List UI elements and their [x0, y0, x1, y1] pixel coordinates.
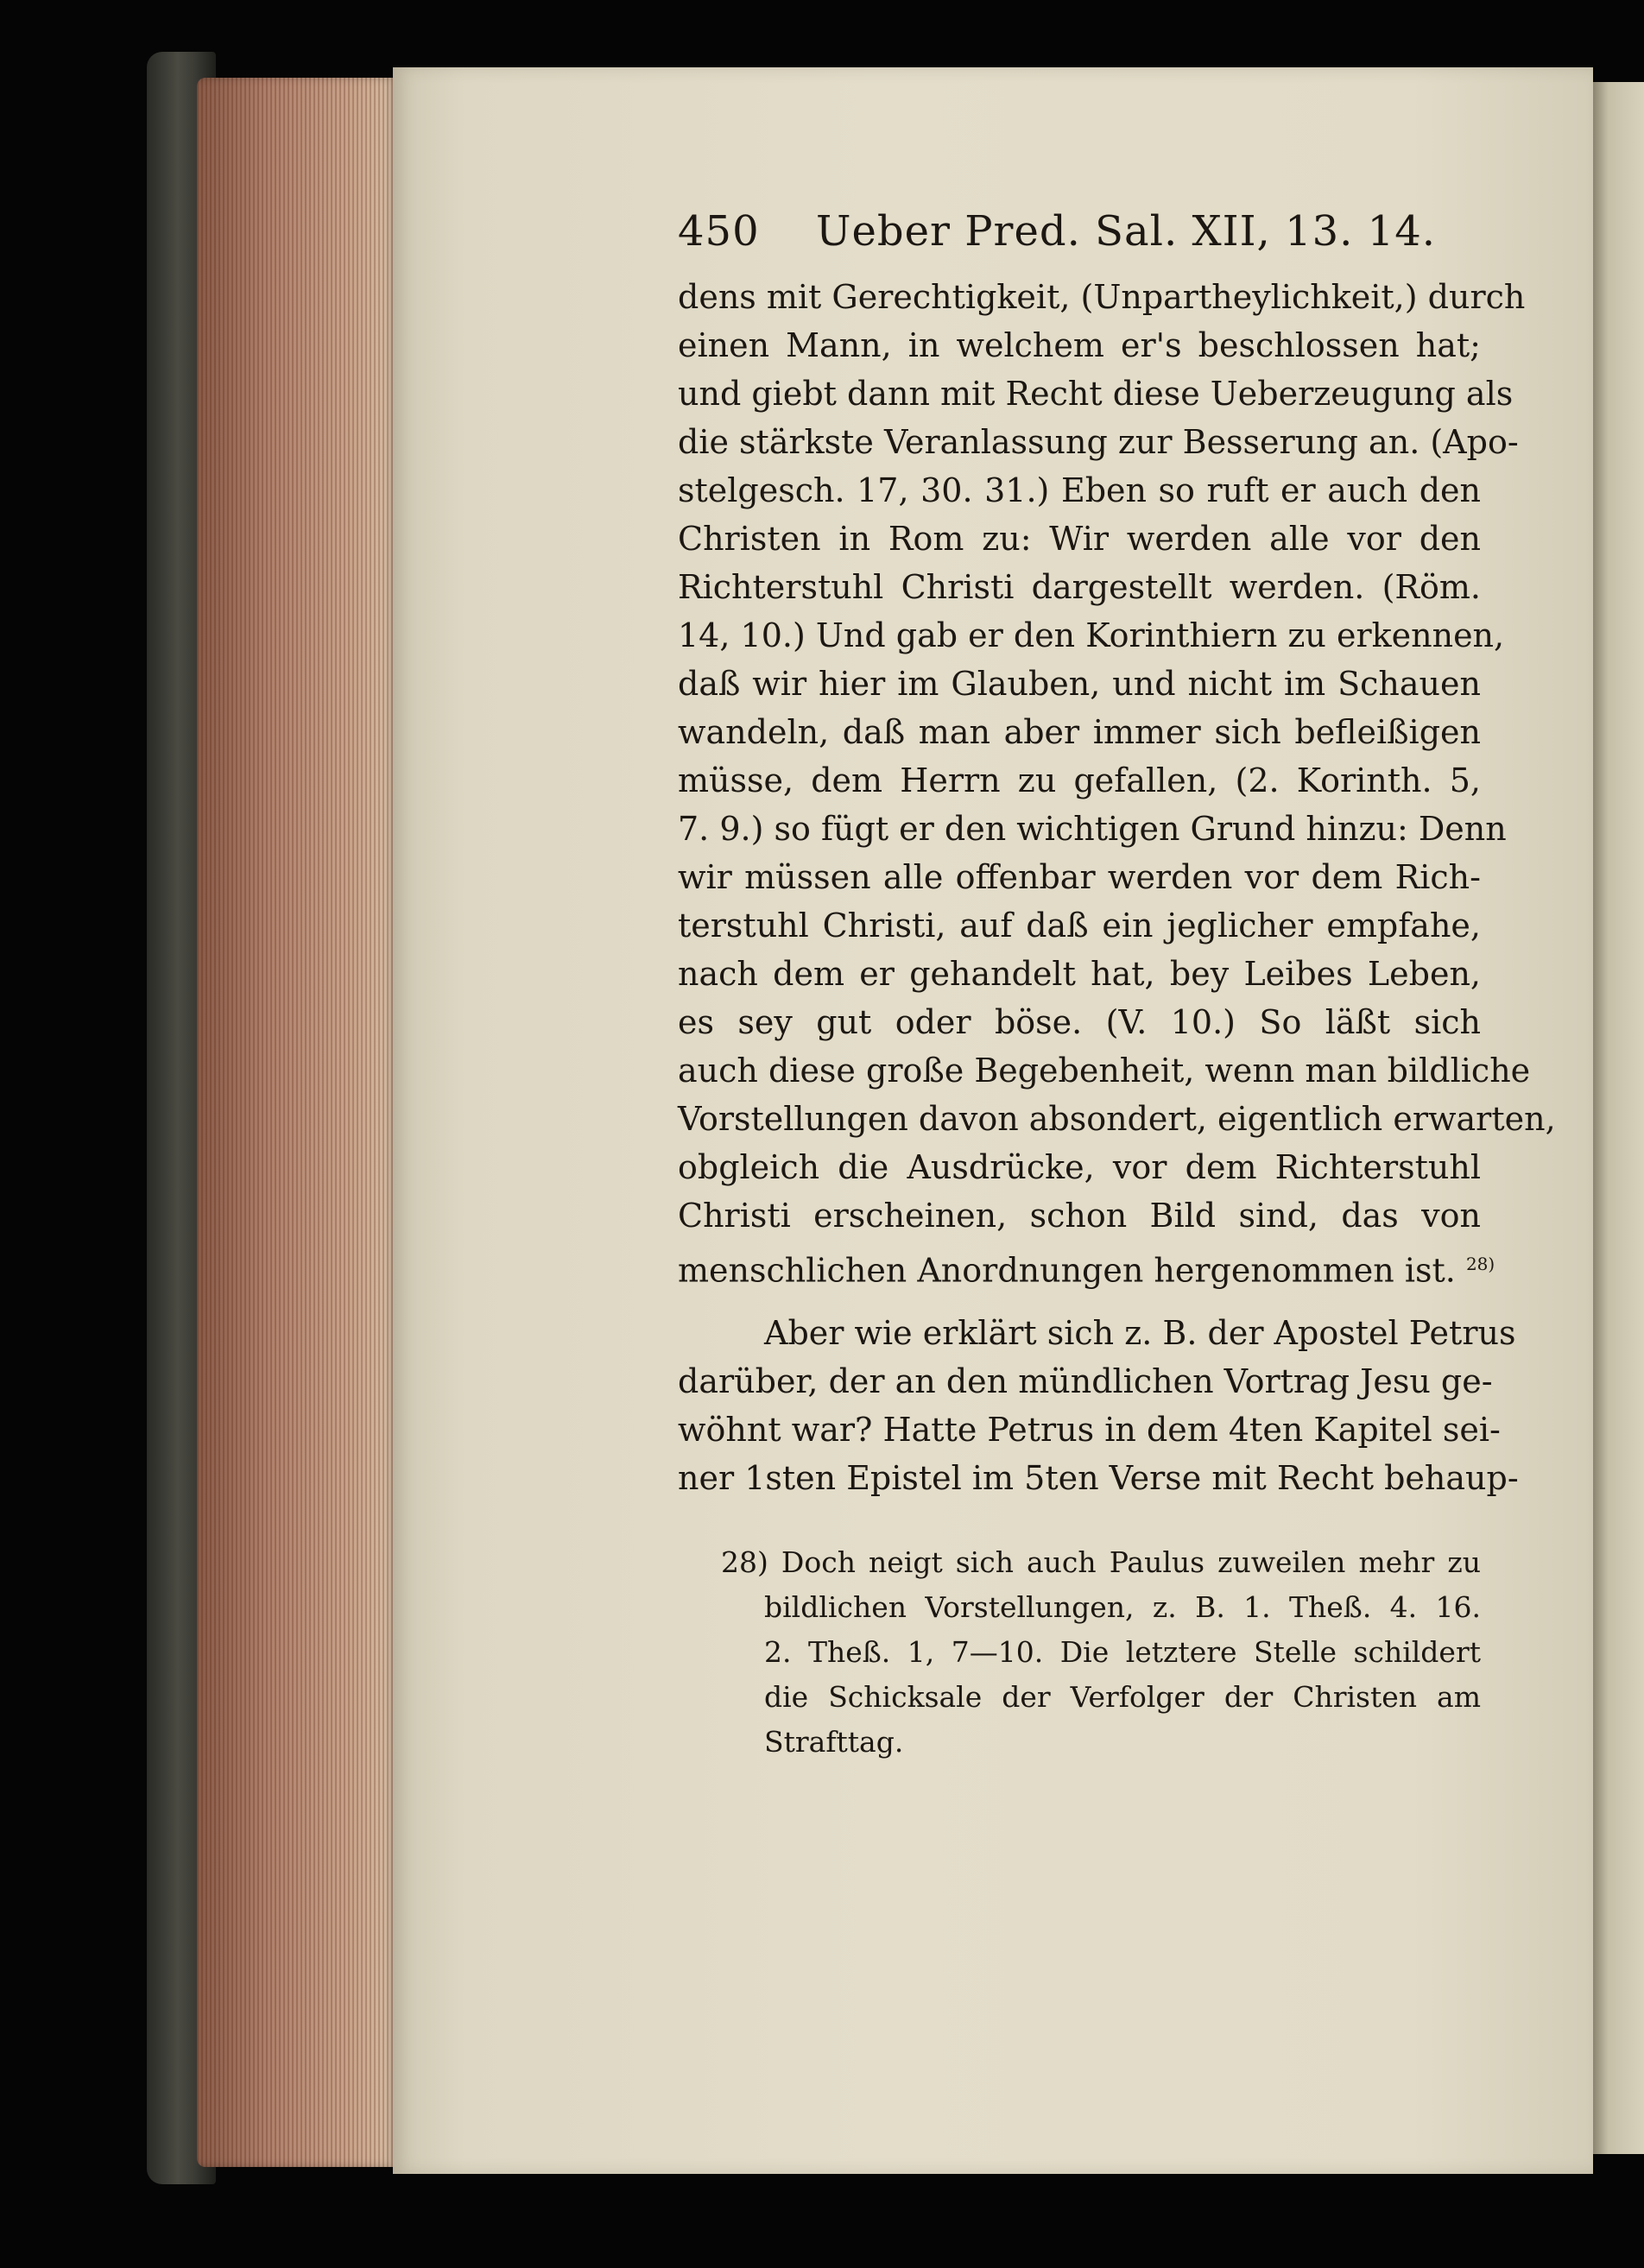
text-line: terstuhl Christi, auf daß ein jeglicher empfahe,	[678, 907, 1481, 944]
page-text	[678, 207, 1556, 1765]
footnote-line: bildlichen Vorstellungen, z. B. 1. Theß. 4. 16.	[764, 1590, 1481, 1624]
text-line: 14, 10.) Und gab er den Korinthiern zu erkennen,	[678, 616, 1505, 654]
text-line	[678, 1240, 1495, 1290]
text-line: Richterstuhl Christi dargestellt werden. (Röm.	[678, 568, 1481, 606]
text-line-content: menschlichen Anordnungen hergenommen ist.	[678, 1251, 1456, 1290]
footnote-line: Strafttag.	[764, 1725, 904, 1759]
page-edges	[197, 78, 397, 2167]
text-line: Aber wie erklärt sich z. B. der Apostel Petrus	[764, 1314, 1516, 1352]
text-line: müsse, dem Herrn zu gefallen, (2. Korinth. 5,	[678, 761, 1481, 799]
page-number: 450	[678, 207, 760, 256]
footnote-reference: 28)	[1465, 1254, 1495, 1274]
paragraph-gap	[678, 1288, 1481, 1304]
text-line: stelgesch. 17, 30. 31.) Eben so ruft er auch den	[678, 471, 1481, 509]
text-line: Christen in Rom zu: Wir werden alle vor den	[678, 520, 1481, 558]
text-line: ner 1sten Epistel im 5ten Verse mit Recht behaup-	[678, 1459, 1519, 1497]
text-line: Christi erscheinen, schon Bild sind, das von	[678, 1197, 1481, 1235]
facing-page-edge	[1593, 82, 1644, 2154]
footnote-line: 28) Doch neigt sich auch Paulus zuweilen mehr zu	[721, 1545, 1481, 1579]
text-line: dens mit Gerechtigkeit, (Unpartheylichkeit,) durch	[678, 278, 1526, 316]
running-title: Ueber Pred. Sal. XII, 13. 14.	[816, 207, 1436, 256]
text-line: die stärkste Veranlassung zur Besserung an. (Apo-	[678, 423, 1519, 461]
text-line: es sey gut oder böse. (V. 10.) So läßt sich	[678, 1003, 1481, 1041]
second-paragraph	[678, 1309, 1519, 1502]
text-line: 7. 9.) so fügt er den wichtigen Grund hinzu: Denn	[678, 810, 1507, 848]
footnote-line: die Schicksale der Verfolger der Christen am	[764, 1680, 1481, 1714]
text-line: obgleich die Ausdrücke, vor dem Richterstuhl	[678, 1148, 1481, 1186]
footnote-block	[678, 1540, 1481, 1765]
text-line: wöhnt war? Hatte Petrus in dem 4ten Kapitel sei-	[678, 1411, 1501, 1449]
footnote-line: 2. Theß. 1, 7—10. Die letztere Stelle schildert	[764, 1635, 1481, 1669]
text-line: wir müssen alle offenbar werden vor dem Rich-	[678, 858, 1481, 896]
text-line: auch diese große Begebenheit, wenn man bildliche	[678, 1052, 1531, 1090]
main-paragraph	[678, 273, 1556, 1290]
text-line: und giebt dann mit Recht diese Ueberzeugung als	[678, 375, 1514, 413]
text-line: Vorstellungen davon absondert, eigentlich erwarten,	[678, 1100, 1556, 1138]
text-line: daß wir hier im Glauben, und nicht im Schauen	[678, 665, 1481, 703]
text-line: nach dem er gehandelt hat, bey Leibes Leben,	[678, 955, 1481, 993]
text-line: darüber, der an den mündlichen Vortrag Jesu ge-	[678, 1362, 1493, 1400]
text-line: wandeln, daß man aber immer sich befleißigen	[678, 713, 1481, 751]
page-header	[678, 207, 1481, 268]
text-line: einen Mann, in welchem er's beschlossen hat;	[678, 326, 1481, 364]
